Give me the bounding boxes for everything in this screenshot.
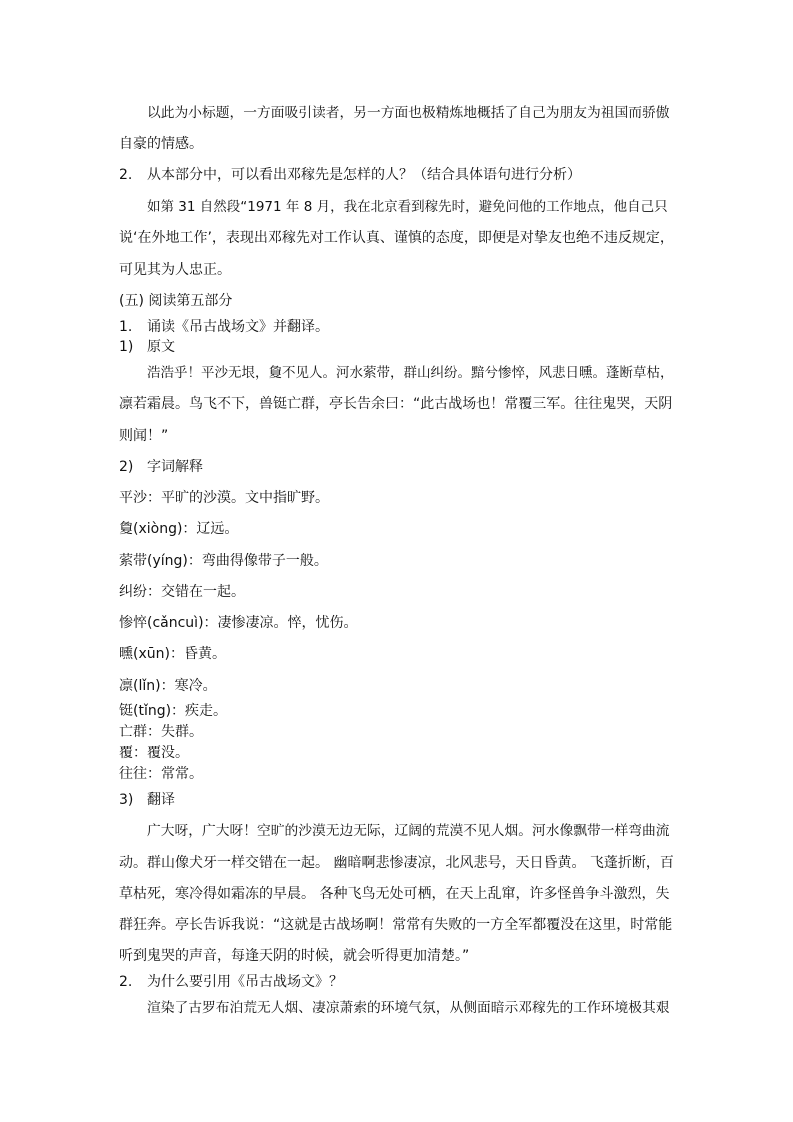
question-text: 为什么要引用《吊古战场文》？ xyxy=(147,974,343,990)
para-line: 可见其为人忠正。 xyxy=(119,262,231,278)
answer-line: 渲染了古罗布泊荒无人烟、凄凉萧索的环境气氛，从侧面暗示邓稼先的工作环境极其艰 xyxy=(147,1000,670,1016)
gloss-item: 亡群：失群。 xyxy=(119,724,203,740)
para-line: 如第 31 自然段“1971 年 8 月，我在北京看到稼先时，避免问他的工作地点，他自己只 xyxy=(147,199,668,215)
para-line: 说‘在外地工作’，表现出邓稼先对工作认真、谨慎的态度，即便是对挚友也绝不违反规定， xyxy=(119,230,674,246)
para-line: 以此为小标题，一方面吸引读者，另一方面也极精炼地概括了自己为朋友为祖国而骄傲 xyxy=(147,105,670,121)
subitem-heading: 翻译 xyxy=(147,792,175,808)
subitem-heading: 字词解释 xyxy=(147,459,203,475)
question-number: 2. xyxy=(119,974,133,990)
source-text-line: 浩浩乎！平沙无垠，敻不见人。河水萦带，群山纠纷。黯兮惨悴，风悲日曛。蓬断草枯， xyxy=(147,365,674,381)
gloss-item: 曛(xūn)：昏黄。 xyxy=(119,646,226,662)
question-text: 诵读《吊古战场文》并翻译。 xyxy=(147,319,329,335)
gloss-item: 铤(tǐng)：疾走。 xyxy=(119,703,228,719)
question-text: 从本部分中，可以看出邓稼先是怎样的人？（结合具体语句进行分析） xyxy=(147,167,581,183)
translation-line: 群狂奔。亭长告诉我说：“这就是古战场啊！常常有失败的一方全军都覆没在这里，时常能 xyxy=(119,917,673,933)
subitem-heading: 原文 xyxy=(147,339,175,355)
gloss-item: 凛(lǐn)：寒冷。 xyxy=(119,678,217,694)
translation-line: 动。群山像犬牙一样交错在一起。 幽暗啊悲惨凄凉，北风悲号，天日昏黄。 飞蓬折断，百 xyxy=(119,855,674,871)
gloss-item: 纠纷：交错在一起。 xyxy=(119,584,245,600)
gloss-item: 萦带(yíng)：弯曲得像带子一般。 xyxy=(119,553,328,569)
para-line: 自豪的情感。 xyxy=(119,136,203,152)
subitem-number: 3) xyxy=(119,792,134,808)
gloss-item: 平沙：平旷的沙漠。文中指旷野。 xyxy=(119,490,329,506)
translation-line: 草枯死，寒冷得如霜冻的早晨。 各种飞鸟无处可栖，在天上乱窜，许多怪兽争斗激烈，失 xyxy=(119,886,670,902)
subitem-number: 1) xyxy=(119,339,134,355)
source-text-line: 则闻！” xyxy=(119,428,169,444)
question-number: 1. xyxy=(119,319,133,335)
gloss-item: 敻(xiòng)：辽远。 xyxy=(119,521,239,537)
subitem-number: 2) xyxy=(119,459,134,475)
section-heading: (五) 阅读第五部分 xyxy=(119,293,233,309)
gloss-item: 惨悴(cǎncuì)：凄惨凄凉。悴，忧伤。 xyxy=(119,615,358,631)
gloss-item: 往往：常常。 xyxy=(119,766,203,782)
translation-line: 听到鬼哭的声音，每逢天阴的时候，就会听得更加清楚。” xyxy=(119,948,470,964)
question-number: 2. xyxy=(119,167,133,183)
translation-line: 广大呀，广大呀！空旷的沙漠无边无际，辽阔的荒漠不见人烟。河水像飘带一样弯曲流 xyxy=(147,823,670,839)
gloss-item: 覆：覆没。 xyxy=(119,745,189,761)
source-text-line: 凛若霜晨。鸟飞不下，兽铤亡群，亭长告余曰：“此古战场也！常覆三军。往往鬼哭，天阴 xyxy=(119,396,673,412)
